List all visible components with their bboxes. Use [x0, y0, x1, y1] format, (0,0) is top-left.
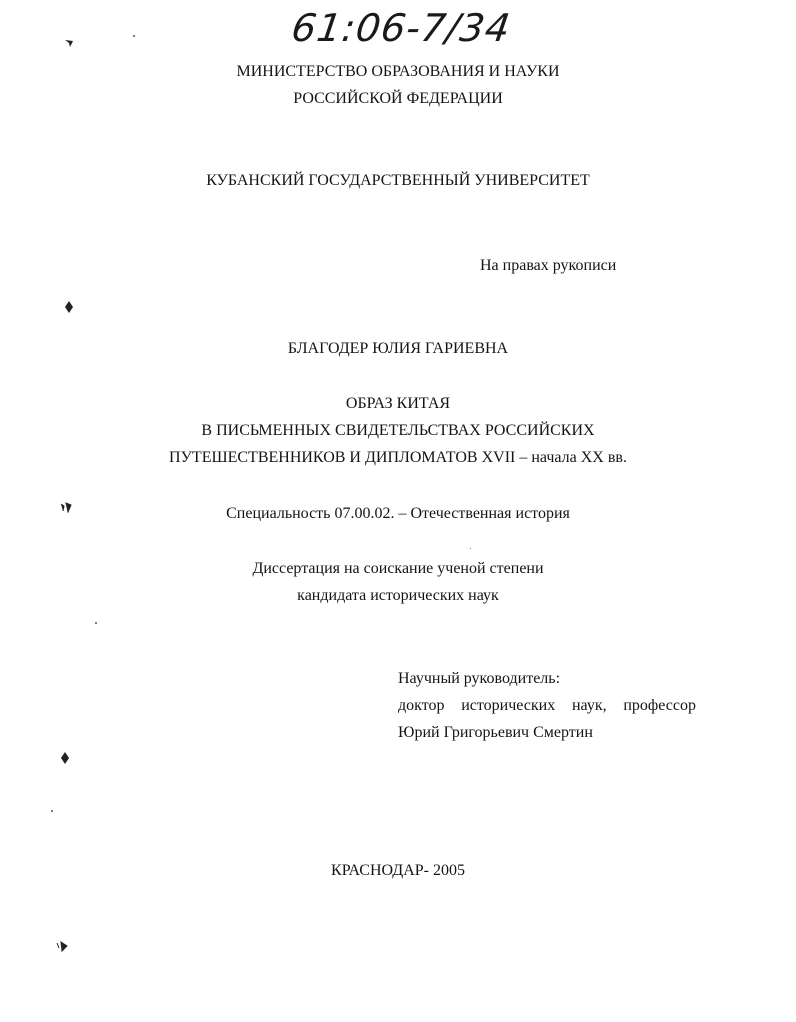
- manuscript-note: На правах рукописи: [480, 257, 617, 274]
- scan-mark-icon: [64, 38, 74, 48]
- dissertation-line-2: кандидата исторических наук: [297, 587, 499, 604]
- scan-speck: [51, 810, 53, 812]
- scan-mark-icon: [60, 752, 70, 764]
- scan-speck: [95, 622, 97, 624]
- title-line-3-tail: – начала XX вв.: [515, 449, 627, 466]
- scan-mark-icon: [56, 940, 68, 952]
- author-name: БЛАГОДЕР ЮЛИЯ ГАРИЕВНА: [287, 340, 509, 357]
- supervisor-degree-word: исторических: [461, 697, 556, 714]
- supervisor-degree-word: доктор: [398, 697, 445, 714]
- supervisor-degree-word: профессор: [623, 697, 696, 714]
- scan-speck: [470, 548, 471, 549]
- supervisor-degree-word: наук,: [571, 697, 607, 714]
- city-year: КРАСНОДАР- 2005: [331, 862, 465, 879]
- supervisor-degree: [398, 696, 696, 716]
- dissertation-line-1: Диссертация на соискание ученой степени: [252, 560, 544, 577]
- supervisor-label: Научный руководитель:: [398, 670, 561, 687]
- university-name: КУБАНСКИЙ ГОСУДАРСТВЕННЫЙ УНИВЕРСИТЕТ: [206, 172, 590, 189]
- title-line-1: ОБРАЗ КИТАЯ: [345, 395, 451, 412]
- ministry-line-1: МИНИСТЕРСТВО ОБРАЗОВАНИЯ И НАУКИ: [236, 63, 560, 80]
- specialty: Специальность 07.00.02. – Отечественная история: [226, 505, 570, 522]
- supervisor-name: Юрий Григорьевич Смертин: [398, 724, 593, 741]
- scan-speck: [133, 35, 135, 37]
- ministry-line-2: РОССИЙСКОЙ ФЕДЕРАЦИИ: [293, 90, 503, 107]
- title-line-2: В ПИСЬМЕННЫХ СВИДЕТЕЛЬСТВАХ РОССИЙСКИХ: [201, 422, 595, 439]
- scan-mark-icon: [64, 301, 74, 313]
- title-line-3: [0, 448, 796, 468]
- archive-code-handwritten: 61:06-7/34: [288, 6, 514, 50]
- title-line-3-main: ПУТЕШЕСТВЕННИКОВ И ДИПЛОМАТОВ XVII: [169, 449, 516, 466]
